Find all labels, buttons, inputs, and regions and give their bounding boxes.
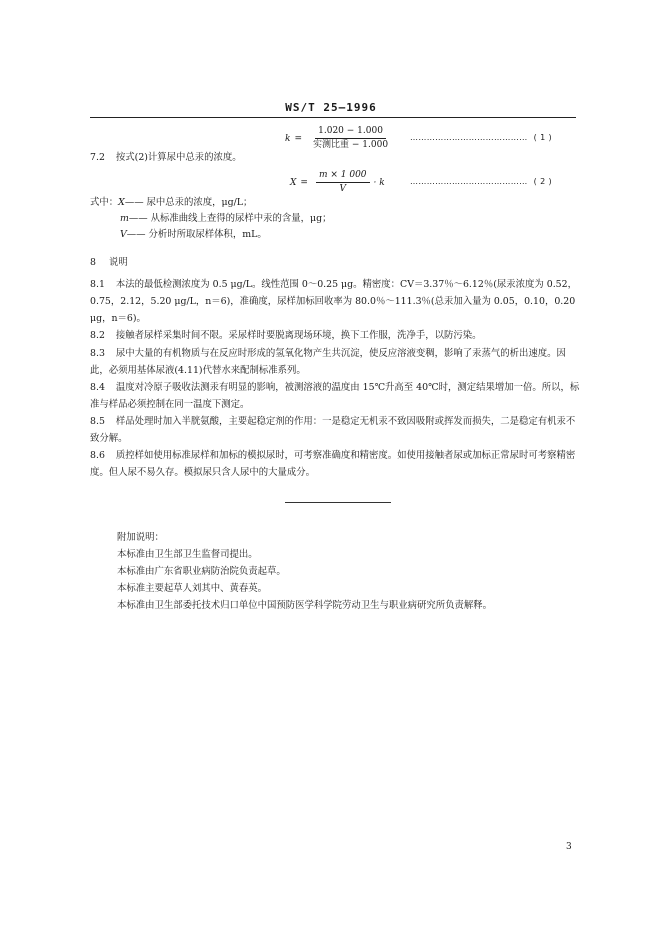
appendix-line: 本标准由卫生部委托技术归口单位中国预防医学科学院劳动卫生与职业病研究所负责解释。 (117, 600, 493, 611)
formula-x-tail: · k (373, 177, 385, 188)
appendix-line: 本标准主要起草人刘其中、黄春英。 (117, 583, 268, 594)
formula-k-denominator: 实测比重 − 1.000 (313, 140, 389, 150)
formula-k-number: ( 1 ) (533, 133, 553, 142)
note-8-1 (90, 276, 582, 327)
where-desc-m: —— 从标准曲线上查得的尿样中汞的含量，μg； (128, 213, 332, 224)
note-8-1-number: 8.1 (90, 279, 105, 290)
section-separator (285, 502, 391, 503)
appendix-block (117, 529, 492, 614)
note-8-5 (90, 413, 582, 447)
note-8-2 (90, 327, 582, 344)
formula-x-numerator: m × 1 000 (316, 170, 370, 183)
where-intro: 式中： (90, 197, 119, 208)
note-8-4-text: 温度对冷原子吸收法测汞有明显的影响，被测溶液的温度由 15℃升高至 40℃时，测定结果增加一倍。所以，标准与样品必须控制在同一温度下测定。 (90, 382, 580, 410)
formula-x-denominator: V (339, 184, 346, 194)
formula-x (290, 170, 385, 195)
formula-x-eq: = (300, 177, 308, 188)
where-block (90, 195, 331, 243)
note-8-3-text: 尿中大量的有机物质与在反应时形成的氢氧化物产生共沉淀，使反应溶液变稠，影响了汞蒸气的析出速度。因此，必须用基体尿液(4.11)代替水来配制标准系列。 (90, 348, 566, 376)
appendix-line: 本标准由卫生部卫生监督司提出。 (117, 549, 258, 560)
standard-code-header: WS/T 25—1996 (285, 101, 377, 114)
note-8-4-number: 8.4 (90, 382, 105, 393)
note-8-1-text: 本法的最低检测浓度为 0.5 μg/L。线性范围 0～0.25 μg。精密度：CV＝3.37％～6.12％(尿汞浓度为 0.52，0.75，2.12，5.20 μg/L，n＝6)，准确度，尿样加标回收率为 80.0％～111.3％(总汞加入量为 0.05，0.10，0.20 μg，n＝6)。 (90, 279, 577, 324)
section-8-title: 说明 (108, 257, 128, 268)
note-8-6 (90, 447, 582, 481)
note-8-2-text: 接触者尿样采集时间不限。采尿样时要脱离现场环境，换下工作服，洗净手，以防污染。 (115, 330, 482, 341)
note-8-3 (90, 345, 582, 379)
formula-x-lhs: X (290, 177, 297, 188)
formula-k (285, 126, 395, 151)
formula-k-eq: = (294, 133, 303, 144)
note-8-6-number: 8.6 (90, 450, 105, 461)
appendix-line: 本标准由广东省职业病防治院负责起草。 (117, 566, 286, 577)
where-symbol-x: X (118, 197, 125, 208)
section-8-heading (90, 255, 128, 271)
where-symbol-m: m (120, 213, 129, 224)
formula-k-numerator: 1.020 − 1.000 (315, 126, 386, 139)
note-8-5-text: 样品处理时加入半胱氨酸，主要起稳定剂的作用：一是稳定无机汞不致因吸附或挥发而损失，二是稳定有机汞不致分解。 (90, 416, 576, 444)
where-symbol-v: V (120, 229, 127, 240)
formula-x-fraction (316, 170, 370, 195)
formula-x-number: ( 2 ) (533, 177, 553, 186)
note-8-3-number: 8.3 (90, 348, 105, 359)
section-7-2-text: 按式(2)计算尿中总汞的浓度。 (115, 152, 242, 163)
formula-k-fraction (310, 126, 391, 151)
formula-k-lhs: k (285, 133, 291, 144)
section-7-2 (90, 150, 242, 166)
appendix-title: 附加说明： (117, 532, 164, 543)
section-7-2-number: 7.2 (90, 152, 105, 163)
page-number: 3 (566, 842, 572, 852)
note-8-2-number: 8.2 (90, 330, 105, 341)
formula-x-leader: …………………………………… ( 2 ) (410, 177, 553, 186)
header-rule (90, 117, 576, 118)
note-8-6-text: 质控样如使用标准尿样和加标的模拟尿时，可考察准确度和精密度。如使用接触者尿或加标正常尿时可考察精密度。但人尿不易久存。模拟尿只含人尿中的大量成分。 (90, 450, 576, 478)
formula-k-leader: …………………………………… ( 1 ) (410, 133, 553, 142)
note-8-5-number: 8.5 (90, 416, 105, 427)
where-desc-v: —— 分析时所取尿样体积，mL。 (126, 229, 267, 240)
note-8-4 (90, 379, 582, 413)
where-desc-x: —— 尿中总汞的浓度，μg/L； (124, 197, 253, 208)
section-8-number: 8 (90, 257, 96, 268)
